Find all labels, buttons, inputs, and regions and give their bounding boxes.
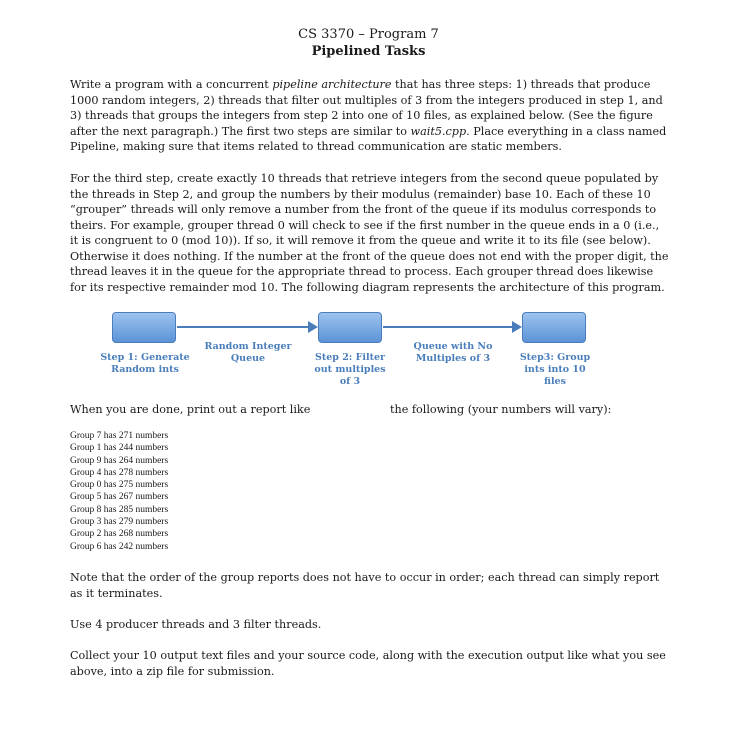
assignment-title: Pipelined Tasks [311,44,426,59]
third-step-paragraph: For the third step, create exactly 10 threads that retrieve integers from the second queue populated by the threads in Step 2, and group the numbers by their modulus (remainder) base 10. Each of these 10 “grouper” threads will only remove a number from the front of the queue if its modulus corresponds to theirs. For example, grouper thread 0 will check to see if the first number in the queue ends in a 0 (i.e., it is congruent to 0 (mod 10)). If so, it will remove it from the queue and write it to its file (see below). Otherwise it does nothing. If the number at the front of the queue does not end with the proper digit, the thread leaves it in the queue for the appropriate thread to process. Each grouper thread does likewise for its respective remainder mod 10. The following diagram represents the architecture of this program. [70,172,669,294]
intro-file-name: wait5.cpp [410,124,467,138]
step3-box [522,312,586,343]
step2-box [318,312,382,343]
report-line: Group 7 has 271 numbers [70,431,169,441]
report-line: Group 0 has 275 numbers [70,480,169,491]
intro-italic-term: pipeline architecture [272,78,392,91]
report-line: Group 1 has 244 numbers [70,443,169,454]
queue2-label: Queue with No Multiples of 3 [413,341,493,364]
sample-report [70,430,168,553]
report-line: Group 8 has 285 numbers [70,504,169,515]
report-line: Group 5 has 267 numbers [70,492,169,503]
thread-count-paragraph: Use 4 producer threads and 3 filter threads. [70,618,322,631]
queue1-label: Random Integer Queue [204,341,292,364]
intro-text-a: Write a program with a concurrent [70,78,273,91]
report-line: Group 9 has 264 numbers [70,455,169,466]
step3-label: Step3: Group ints into 10 files [519,352,591,387]
pipeline-diagram [100,312,620,402]
report-intro-left: When you are done, print out a report like [70,403,311,416]
course-title: CS 3370 – Program 7 [298,27,439,42]
report-line: Group 4 has 278 numbers [70,467,169,478]
intro-text-b: that has three steps: 1) threads that produce 1000 random integers, 2) threads that filter out multiples of 3 from the integers produced in step 1, and 3) threads that groups the integers from step 2 into one of 10 files, as explained below. (See the figure after the next paragraph.) The first two steps are similar to [70,78,663,138]
report-intro-right: the following (your numbers will vary): [390,403,612,416]
submission-paragraph: Collect your 10 output text files and your source code, along with the execution output like what you see above, into a zip file for submission. [70,649,666,678]
arrow-2 [383,326,513,328]
order-note-paragraph: Note that the order of the group reports does not have to occur in order; each thread can simply report as it terminates. [70,571,660,600]
report-line: Group 6 has 242 numbers [70,541,169,552]
arrow-head-2 [512,321,522,333]
arrow-head-1 [308,321,318,333]
report-line: Group 3 has 279 numbers [70,517,169,528]
step1-label: Step 1: Generate Random ints [100,352,190,375]
report-line: Group 2 has 268 numbers [70,529,169,540]
intro-text-c: . Place everything in a class named Pipeline, making sure that items related to thread communication are static members. [70,124,667,153]
step2-label: Step 2: Filter out multiples of 3 [314,352,386,387]
intro-paragraph [70,77,670,155]
arrow-1 [177,326,309,328]
step1-box [112,312,176,343]
